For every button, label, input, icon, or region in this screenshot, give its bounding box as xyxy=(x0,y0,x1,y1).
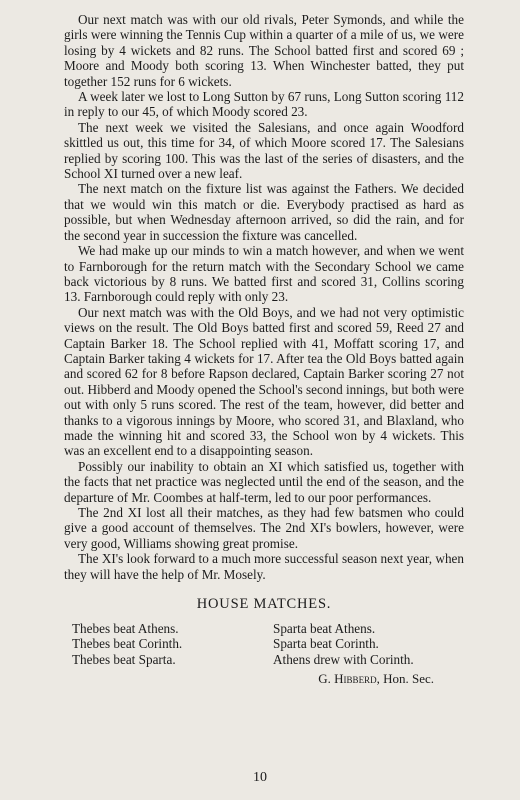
result-item: Sparta beat Corinth. xyxy=(273,636,379,652)
signature-name: Hibberd, xyxy=(334,671,380,687)
paragraph-fathers: The next match on the fixture list was against the Fathers. We decided that we would win this match or die. Everybody practised as hard as possible, but when Wednesday afternoon arrived, so did the rain, and for the second year in succession the fixture was cancelled. xyxy=(64,181,464,243)
paragraph-farnborough: We had make up our minds to win a match however, and when we went to Farnborough for the return match with the Secondary School we came back victorious by 8 runs. We batted first and scored 31, Collins scoring 13. Farnborough could reply with only 23. xyxy=(64,243,464,305)
result-item: Thebes beat Corinth. xyxy=(72,636,183,652)
signature xyxy=(64,671,464,686)
paragraph-old-boys: Our next match was with the Old Boys, and we had not very optimistic views on the result. The Old Boys batted first and scored 59, Reed 27 and Captain Barker 18. The School replied with 41, Moffatt scoring 17, and Captain Barker taking 4 wickets for 17. After tea the Old Boys batted again and scored 62 for 8 before Rapson declared, Captain Barker scoring 27 not out. Hibberd and Moody opened the School's second innings, but both were out with only 5 runs scored. The rest of the team, however, did better and thanks to a vigorous innings by Moore, who scored 31, and Blaxland, who made the winning hit and scored 33, the School won by 4 wickets. This was an excellent end to a disappointing season. xyxy=(64,304,464,459)
result-item: Thebes beat Sparta. xyxy=(72,651,176,667)
paragraph-second-xi: The 2nd XI lost all their matches, as they had few batsmen who could give a good account of themselves. The 2nd XI's bowlers, however, were very good, Williams showing great promise. xyxy=(64,505,464,551)
signature-initial: G. xyxy=(318,671,331,687)
results-right-column xyxy=(273,621,464,667)
paragraph-long-sutton: A week later we lost to Long Sutton by 67 runs, Long Sutton scoring 112 in reply to our 45, of which Moody scored 23. xyxy=(64,89,464,120)
paragraph-peter-symonds: Our next match was with our old rivals, Peter Symonds, and while the girls were winning the Tennis Cup within a quarter of a mile of us, we were losing by 4 wickets and 82 runs. The School batted first and scored 69 ; Moore and Moody both scoring 13. When Winchester batted, they put together 152 runs for 6 wickets. xyxy=(64,12,464,89)
paragraph-inability: Possibly our inability to obtain an XI which satisfied us, together with the facts that net practice was neglected until the end of the season, and the departure of Mr. Coombes at half-term, led to our poor performances. xyxy=(64,458,464,505)
result-item: Sparta beat Athens. xyxy=(273,621,376,637)
paragraph-salesians: The next week we visited the Salesians, and once again Woodford skittled us out, this time for 34, of which Moore scored 17. The Salesians replied by scoring 100. This was the last of the series of disasters, and the School XI turned over a new leaf. xyxy=(64,119,464,182)
paragraph-look-forward: The XI's look forward to a much more successful season next year, when they will have the help of Mr. Mosely. xyxy=(64,551,464,582)
house-matches-heading: HOUSE MATCHES. xyxy=(196,596,332,613)
results-left-column xyxy=(72,621,263,667)
page-number: 10 xyxy=(253,770,267,785)
result-item: Thebes beat Athens. xyxy=(72,621,179,637)
body-text xyxy=(64,12,464,582)
signature-title: Hon. Sec. xyxy=(383,671,434,687)
result-item: Athens drew with Corinth. xyxy=(273,651,414,667)
house-matches-results xyxy=(64,621,464,667)
